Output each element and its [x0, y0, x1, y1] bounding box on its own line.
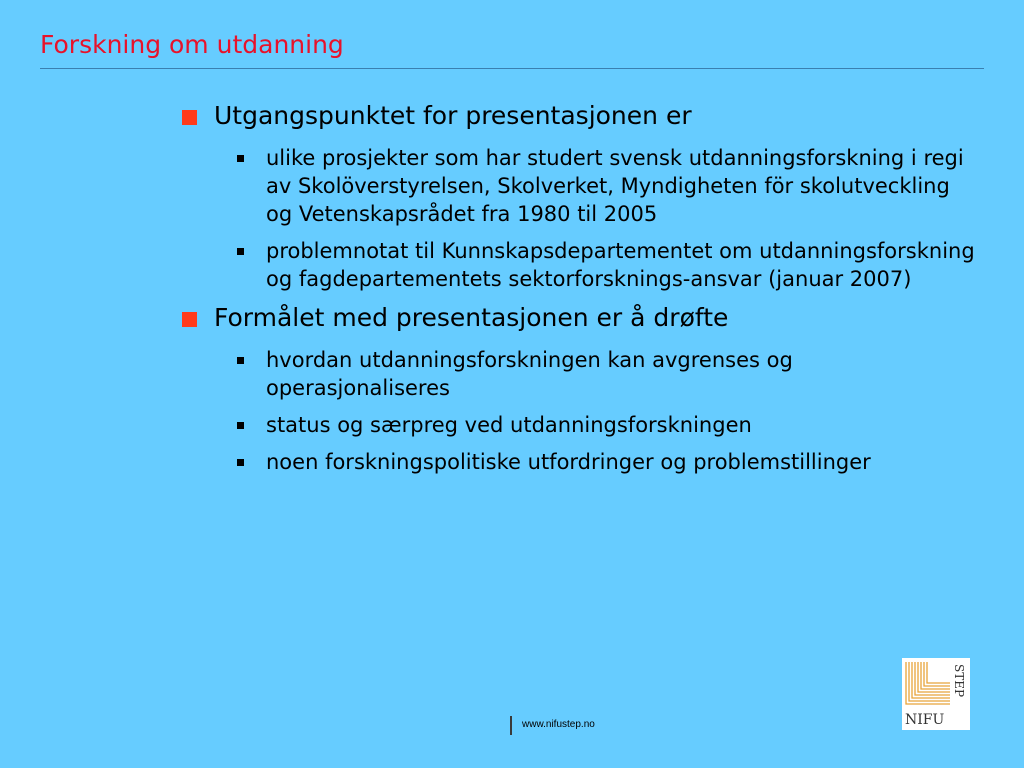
footer-divider	[510, 716, 512, 735]
small-square-bullet-icon	[237, 459, 244, 466]
square-bullet-icon	[182, 312, 197, 327]
bullet-level1	[182, 100, 982, 132]
logo-graphic	[902, 658, 970, 730]
bullet-level2-text: problemnotat til Kunnskapsdepartementet om utdanningsforskning og fagdepartementets sektorforsknings-ansvar (januar 2007)	[266, 239, 975, 291]
bullet-level2	[234, 411, 982, 439]
bullet-level1-text: Utgangspunktet for presentasjonen er	[214, 101, 692, 130]
small-square-bullet-icon	[237, 155, 244, 162]
bullet-level2-text: status og særpreg ved utdanningsforskningen	[266, 413, 752, 437]
nifu-step-logo-icon	[902, 658, 970, 730]
slide-title: Forskning om utdanning	[40, 30, 344, 59]
bullet-level1	[182, 302, 982, 334]
bullet-level2	[234, 144, 982, 228]
bullet-level2	[234, 237, 982, 293]
small-square-bullet-icon	[237, 422, 244, 429]
sub-bullet-list	[234, 144, 982, 293]
title-divider	[40, 68, 984, 69]
bullet-level2-text: noen forskningspolitiske utfordringer og problemstillinger	[266, 450, 871, 474]
slide-content	[182, 100, 982, 485]
small-square-bullet-icon	[237, 248, 244, 255]
small-square-bullet-icon	[237, 357, 244, 364]
bullet-level2	[234, 346, 982, 402]
bullet-level2-text: ulike prosjekter som har studert svensk utdanningsforskning i regi av Skolöverstyrelsen, Skolverket, Myndigheten för skolutveckling og Vetenskapsrådet fra 1980 til 2005	[266, 146, 964, 226]
logo-text-step: STEP	[952, 664, 966, 698]
logo-text-nifu: NIFU	[905, 712, 945, 728]
footer-url: www.nifustep.no	[522, 719, 595, 730]
square-bullet-icon	[182, 110, 197, 125]
bullet-level2	[234, 448, 982, 476]
bullet-level2-text: hvordan utdanningsforskningen kan avgrenses og operasjonaliseres	[266, 348, 793, 400]
sub-bullet-list	[234, 346, 982, 476]
bullet-level1-text: Formålet med presentasjonen er å drøfte	[214, 303, 729, 332]
